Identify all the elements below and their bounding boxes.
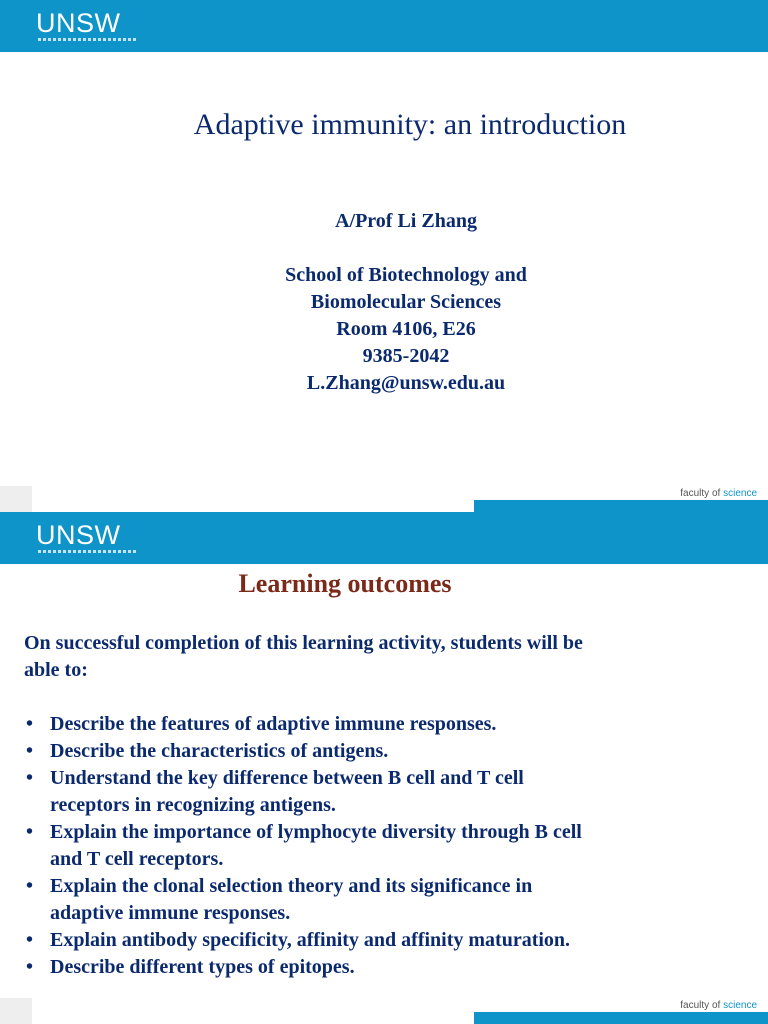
- bullet-icon: •: [26, 767, 34, 789]
- email: L.Zhang@unsw.edu.au: [306, 372, 506, 394]
- header-bar: [0, 512, 768, 564]
- intro-line-2: able to:: [24, 659, 88, 681]
- outcome-text: Explain the importance of lymphocyte diversity through B cell: [50, 821, 582, 843]
- faculty-footer: [680, 488, 757, 499]
- footer-left-block: [0, 486, 32, 512]
- presenter-name: A/Prof Li Zhang: [335, 210, 477, 232]
- list-item: [24, 738, 724, 765]
- bullet-icon: •: [26, 740, 34, 762]
- outcome-text: Describe the features of adaptive immune responses.: [50, 713, 497, 735]
- logo-tagline-mark: [38, 38, 138, 41]
- slide-title: Adaptive immunity: an introduction: [193, 108, 627, 141]
- outcome-text-cont: adaptive immune responses.: [50, 902, 291, 924]
- outcome-text: Describe different types of epitopes.: [50, 956, 355, 978]
- list-item: [24, 927, 724, 954]
- footer-prefix: faculty of: [680, 1000, 721, 1011]
- presenter-info: [0, 208, 768, 397]
- school-line-1: School of Biotechnology and: [285, 264, 527, 286]
- outcome-text: Describe the characteristics of antigens.: [50, 740, 389, 762]
- faculty-footer: [680, 1000, 757, 1011]
- school-line-2: Biomolecular Sciences: [310, 291, 502, 313]
- outcome-text: Understand the key difference between B cell and T cell: [50, 767, 524, 789]
- slide-title: Learning outcomes: [238, 569, 452, 598]
- outcome-text: Explain the clonal selection theory and its significance in: [50, 875, 533, 897]
- intro-line-1: On successful completion of this learning activity, students will be: [24, 632, 583, 654]
- header-bar: [0, 0, 768, 52]
- footer-left-block: [0, 998, 32, 1024]
- footer-bar: [474, 1012, 768, 1024]
- outcome-text-cont: receptors in recognizing antigens.: [50, 794, 336, 816]
- outcome-text: Explain antibody specificity, affinity and affinity maturation.: [50, 929, 571, 951]
- unsw-logo: UNSW: [36, 8, 121, 38]
- bullet-icon: •: [26, 821, 34, 843]
- list-item: [24, 765, 724, 819]
- list-item: [24, 873, 724, 927]
- outcomes-list: [24, 711, 724, 981]
- bullet-icon: •: [26, 929, 34, 951]
- bullet-icon: •: [26, 956, 34, 978]
- bullet-icon: •: [26, 713, 34, 735]
- footer-bar: [474, 500, 768, 512]
- list-item: [24, 819, 724, 873]
- list-item: [24, 954, 724, 981]
- logo-tagline-mark: [38, 550, 138, 553]
- slide-2: [0, 512, 768, 1024]
- intro-text: [24, 630, 704, 684]
- phone: 9385-2042: [362, 345, 450, 367]
- unsw-logo: UNSW: [36, 520, 121, 550]
- footer-faculty: science: [723, 488, 757, 499]
- footer-faculty: science: [723, 1000, 757, 1011]
- bullet-icon: •: [26, 875, 34, 897]
- outcome-text-cont: and T cell receptors.: [50, 848, 224, 870]
- footer-prefix: faculty of: [680, 488, 721, 499]
- list-item: [24, 711, 724, 738]
- room: Room 4106, E26: [336, 318, 476, 340]
